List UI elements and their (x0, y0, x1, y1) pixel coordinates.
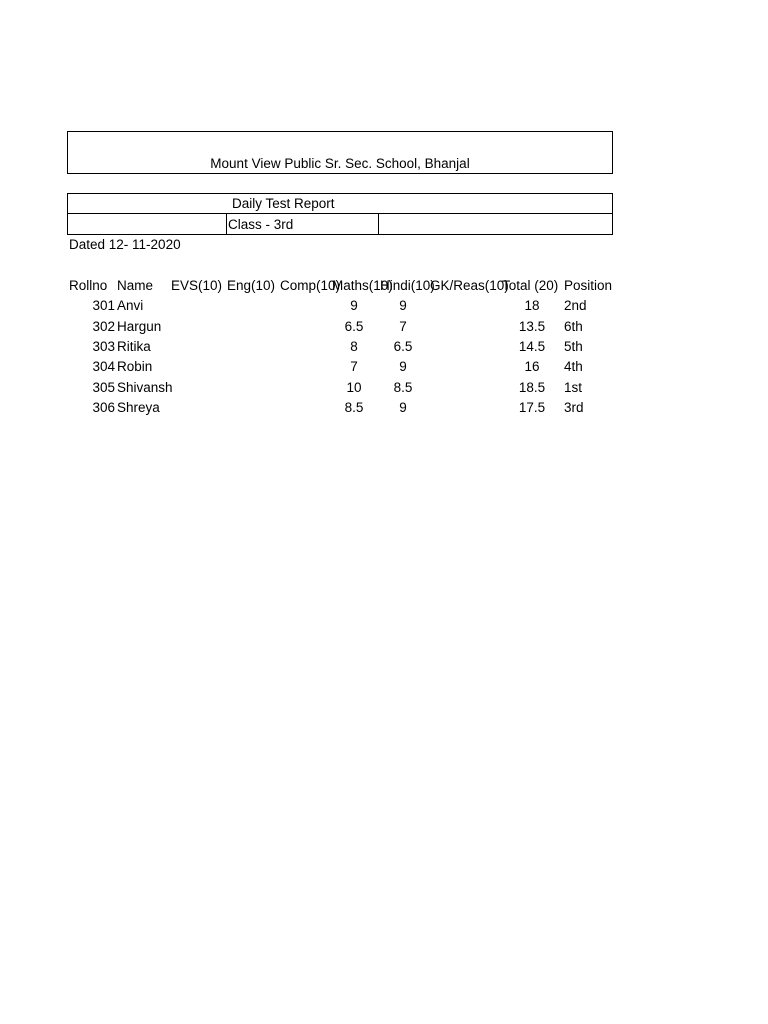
col-header-gk-reas: GK/Reas(10) (430, 278, 509, 293)
col-header-hindi: Hindi(10) (380, 278, 435, 293)
cell-name: Ritika (117, 339, 151, 354)
cell-name: Shreya (117, 400, 160, 415)
report-title: Daily Test Report (232, 196, 335, 211)
cell-rollno: 303 (92, 339, 115, 354)
cell-rollno: 306 (92, 400, 115, 415)
cell-rollno: 301 (92, 298, 115, 313)
cell-name: Hargun (117, 319, 162, 334)
cell-hindi: 8.5 (393, 380, 413, 395)
cell-total: 17.5 (518, 400, 546, 415)
cell-maths: 8.5 (344, 400, 364, 415)
dated-label: Dated 12- 11-2020 (69, 237, 181, 252)
cell-hindi: 9 (399, 298, 407, 313)
cell-total: 18.5 (518, 380, 546, 395)
cell-position: 2nd (564, 298, 587, 313)
col-header-total: Total (20) (502, 278, 559, 293)
cell-maths: 9 (350, 298, 358, 313)
cell-maths: 10 (346, 380, 362, 395)
col-header-eng: Eng(10) (227, 278, 276, 293)
cell-hindi: 6.5 (393, 339, 413, 354)
cell-position: 6th (564, 319, 583, 334)
cell-name: Shivansh (117, 380, 173, 395)
school-name: Mount View Public Sr. Sec. School, Bhanjal (210, 156, 470, 171)
cell-position: 3rd (564, 400, 584, 415)
cell-total: 18 (524, 298, 540, 313)
cell-total: 14.5 (518, 339, 546, 354)
cell-name: Anvi (117, 298, 144, 313)
col-header-maths: Maths(10) (332, 278, 393, 293)
cell-rollno: 304 (92, 359, 115, 374)
cell-maths: 7 (350, 359, 358, 374)
cell-total: 13.5 (518, 319, 546, 334)
col-header-comp: Comp(10) (280, 278, 341, 293)
cell-hindi: 9 (399, 400, 407, 415)
cell-rollno: 305 (92, 380, 115, 395)
cell-rollno: 302 (92, 319, 115, 334)
cell-maths: 8 (350, 339, 358, 354)
cell-position: 1st (564, 380, 583, 395)
col-header-name: Name (117, 278, 154, 293)
col-header-evs: EVS(10) (171, 278, 223, 293)
cell-total: 16 (524, 359, 540, 374)
class-label: Class - 3rd (228, 217, 294, 232)
col-header-position: Position (564, 278, 613, 293)
cell-hindi: 7 (399, 319, 407, 334)
col-header-rollno: Rollno (69, 278, 108, 293)
cell-maths: 6.5 (344, 319, 364, 334)
cell-hindi: 9 (399, 359, 407, 374)
cell-position: 4th (564, 359, 583, 374)
cell-position: 5th (564, 339, 583, 354)
cell-name: Robin (117, 359, 153, 374)
